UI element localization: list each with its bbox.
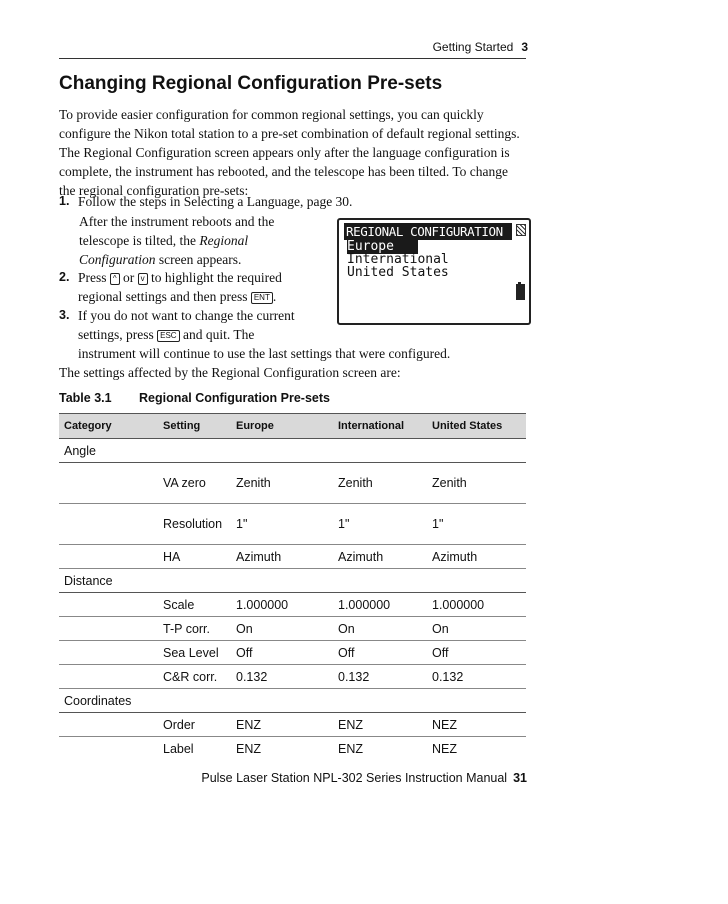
table-row — [59, 439, 526, 463]
table-cell — [59, 593, 158, 617]
table-row — [59, 737, 526, 761]
table-cell — [427, 569, 526, 593]
battery-icon — [516, 284, 525, 300]
step-text-part: or — [119, 270, 138, 285]
detail-line — [79, 231, 274, 250]
table-cell — [158, 439, 231, 463]
table-row — [59, 593, 526, 617]
table-row — [59, 713, 526, 737]
table-row — [59, 689, 526, 713]
table-cell — [158, 689, 231, 713]
table-row — [59, 463, 526, 504]
table-row — [59, 665, 526, 689]
table-cell: Coordinates — [59, 689, 158, 713]
step-text-part: settings, press — [78, 327, 158, 342]
table-cell: 1.000000 — [427, 593, 526, 617]
step-text-part: to highlight the required — [147, 270, 282, 285]
table-cell: ENZ — [333, 713, 427, 737]
table-cell: Azimuth — [231, 545, 333, 569]
table-cell: Off — [427, 641, 526, 665]
lcd-option-international: International — [347, 252, 449, 267]
table-cell: Azimuth — [427, 545, 526, 569]
table-row — [59, 641, 526, 665]
table-cell — [59, 665, 158, 689]
table-title: Regional Configuration Pre-sets — [139, 391, 330, 405]
table-cell — [427, 439, 526, 463]
step-text-part: instrument will continue to use the last settings that were configured. — [78, 346, 451, 361]
table-cell: Scale — [158, 593, 231, 617]
table-row — [59, 569, 526, 593]
table-cell: Order — [158, 713, 231, 737]
table-cell: Distance — [59, 569, 158, 593]
table-cell — [59, 713, 158, 737]
settings-note-text: The settings affected by the Regional Configuration screen are: — [59, 365, 401, 380]
col-header: Setting — [158, 414, 231, 439]
step-text-part: . — [272, 289, 277, 304]
table-cell — [333, 439, 427, 463]
table-caption — [59, 391, 330, 405]
table-cell: On — [427, 617, 526, 641]
chapter-number: 3 — [521, 40, 528, 54]
table-cell: Zenith — [333, 463, 427, 504]
table-row — [59, 504, 526, 545]
table-cell — [231, 569, 333, 593]
step-text-part: regional settings and then press — [78, 289, 251, 304]
page-title: Changing Regional Configuration Pre-sets — [59, 73, 443, 94]
lcd-option-united-states: United States — [347, 265, 449, 280]
table-cell — [231, 439, 333, 463]
table-cell: Off — [333, 641, 427, 665]
running-head-section: Getting Started — [432, 40, 514, 54]
table-cell — [333, 689, 427, 713]
table-cell: On — [231, 617, 333, 641]
table-cell: C&R corr. — [158, 665, 231, 689]
page-number: 31 — [513, 771, 527, 785]
page-footer — [201, 771, 527, 785]
signal-icon — [516, 224, 526, 236]
table-cell: 1" — [231, 504, 333, 545]
table-cell — [59, 737, 158, 761]
table-cell: VA zero — [158, 463, 231, 504]
table-cell: Label — [163, 741, 194, 756]
header-rule — [59, 58, 526, 59]
table-cell: ENZ — [338, 741, 363, 756]
table-cell: Angle — [59, 439, 158, 463]
table-cell — [427, 689, 526, 713]
table-row — [59, 545, 526, 569]
table-cell: On — [333, 617, 427, 641]
table-cell: 1" — [333, 504, 427, 545]
table-cell: ENZ — [231, 713, 333, 737]
ent-key-icon: ENT — [251, 292, 273, 304]
table-cell: NEZ — [432, 741, 457, 756]
table-cell: Sea Level — [158, 641, 231, 665]
table-cell — [59, 463, 158, 504]
step-number: 3. — [59, 308, 70, 322]
table-cell: 1" — [427, 504, 526, 545]
table-cell: Resolution — [158, 504, 231, 545]
table-cell: 1.000000 — [333, 593, 427, 617]
step-number: 2. — [59, 270, 70, 284]
intro-paragraph: To provide easier configuration for common regional settings, you can quickly configure the Nikon total station to a pre-set combination of default regional settings. The Regional Configuration screen appears only after the language configuration is complete, the instrument has rebooted, and the telescope has been tilted. To change the regional configuration pre-sets: — [59, 107, 520, 198]
detail-italic: Configuration — [79, 252, 156, 267]
running-head — [433, 40, 528, 54]
down-key-icon: v — [138, 273, 148, 285]
table-cell: 1.000000 — [231, 593, 333, 617]
table-cell: Zenith — [427, 463, 526, 504]
step-number: 1. — [59, 194, 70, 208]
detail-text: telescope is tilted, the — [79, 233, 200, 248]
table-cell: Zenith — [231, 463, 333, 504]
step-text: Follow the steps in Selecting a Language, page 30. — [78, 194, 353, 209]
detail-line: After the instrument reboots and the — [79, 214, 275, 229]
col-header: Category — [59, 414, 158, 439]
table-cell — [231, 689, 333, 713]
table-cell — [59, 545, 158, 569]
table-row — [59, 617, 526, 641]
esc-key-icon: ESC — [157, 330, 179, 342]
up-key-icon: ^ — [110, 273, 120, 285]
table-cell: Azimuth — [333, 545, 427, 569]
step-text-part: and quit. The — [179, 327, 255, 342]
table-cell: NEZ — [427, 713, 526, 737]
table-cell: ENZ — [236, 741, 261, 756]
table-cell: 0.132 — [333, 665, 427, 689]
manual-title: Pulse Laser Station NPL-302 Series Instruction Manual — [201, 771, 508, 785]
device-screen — [337, 218, 531, 325]
lcd-display — [344, 223, 512, 315]
step-text-part: If you do not want to change the current — [78, 308, 295, 323]
table-cell: T-P corr. — [158, 617, 231, 641]
table-cell — [59, 617, 158, 641]
step-1-detail — [79, 212, 274, 269]
table-cell: Off — [231, 641, 333, 665]
table-cell — [59, 504, 158, 545]
col-header: International — [333, 414, 427, 439]
presets-table — [59, 413, 526, 760]
table-cell: 0.132 — [427, 665, 526, 689]
col-header: United States — [427, 414, 526, 439]
lcd-option-europe: Europe — [347, 239, 418, 254]
table-header-row — [59, 414, 526, 439]
lcd-title: REGIONAL CONFIGURATION — [344, 223, 512, 240]
table-cell: 0.132 — [231, 665, 333, 689]
table-label: Table 3.1 — [59, 391, 112, 405]
detail-text: screen appears. — [155, 252, 242, 267]
detail-italic: Regional — [199, 233, 249, 248]
table-cell — [333, 569, 427, 593]
table-cell: HA — [158, 545, 231, 569]
col-header: Europe — [231, 414, 333, 439]
table-cell — [59, 641, 158, 665]
detail-line — [79, 250, 274, 269]
step-text-part: Press — [78, 270, 110, 285]
table-cell — [158, 569, 231, 593]
